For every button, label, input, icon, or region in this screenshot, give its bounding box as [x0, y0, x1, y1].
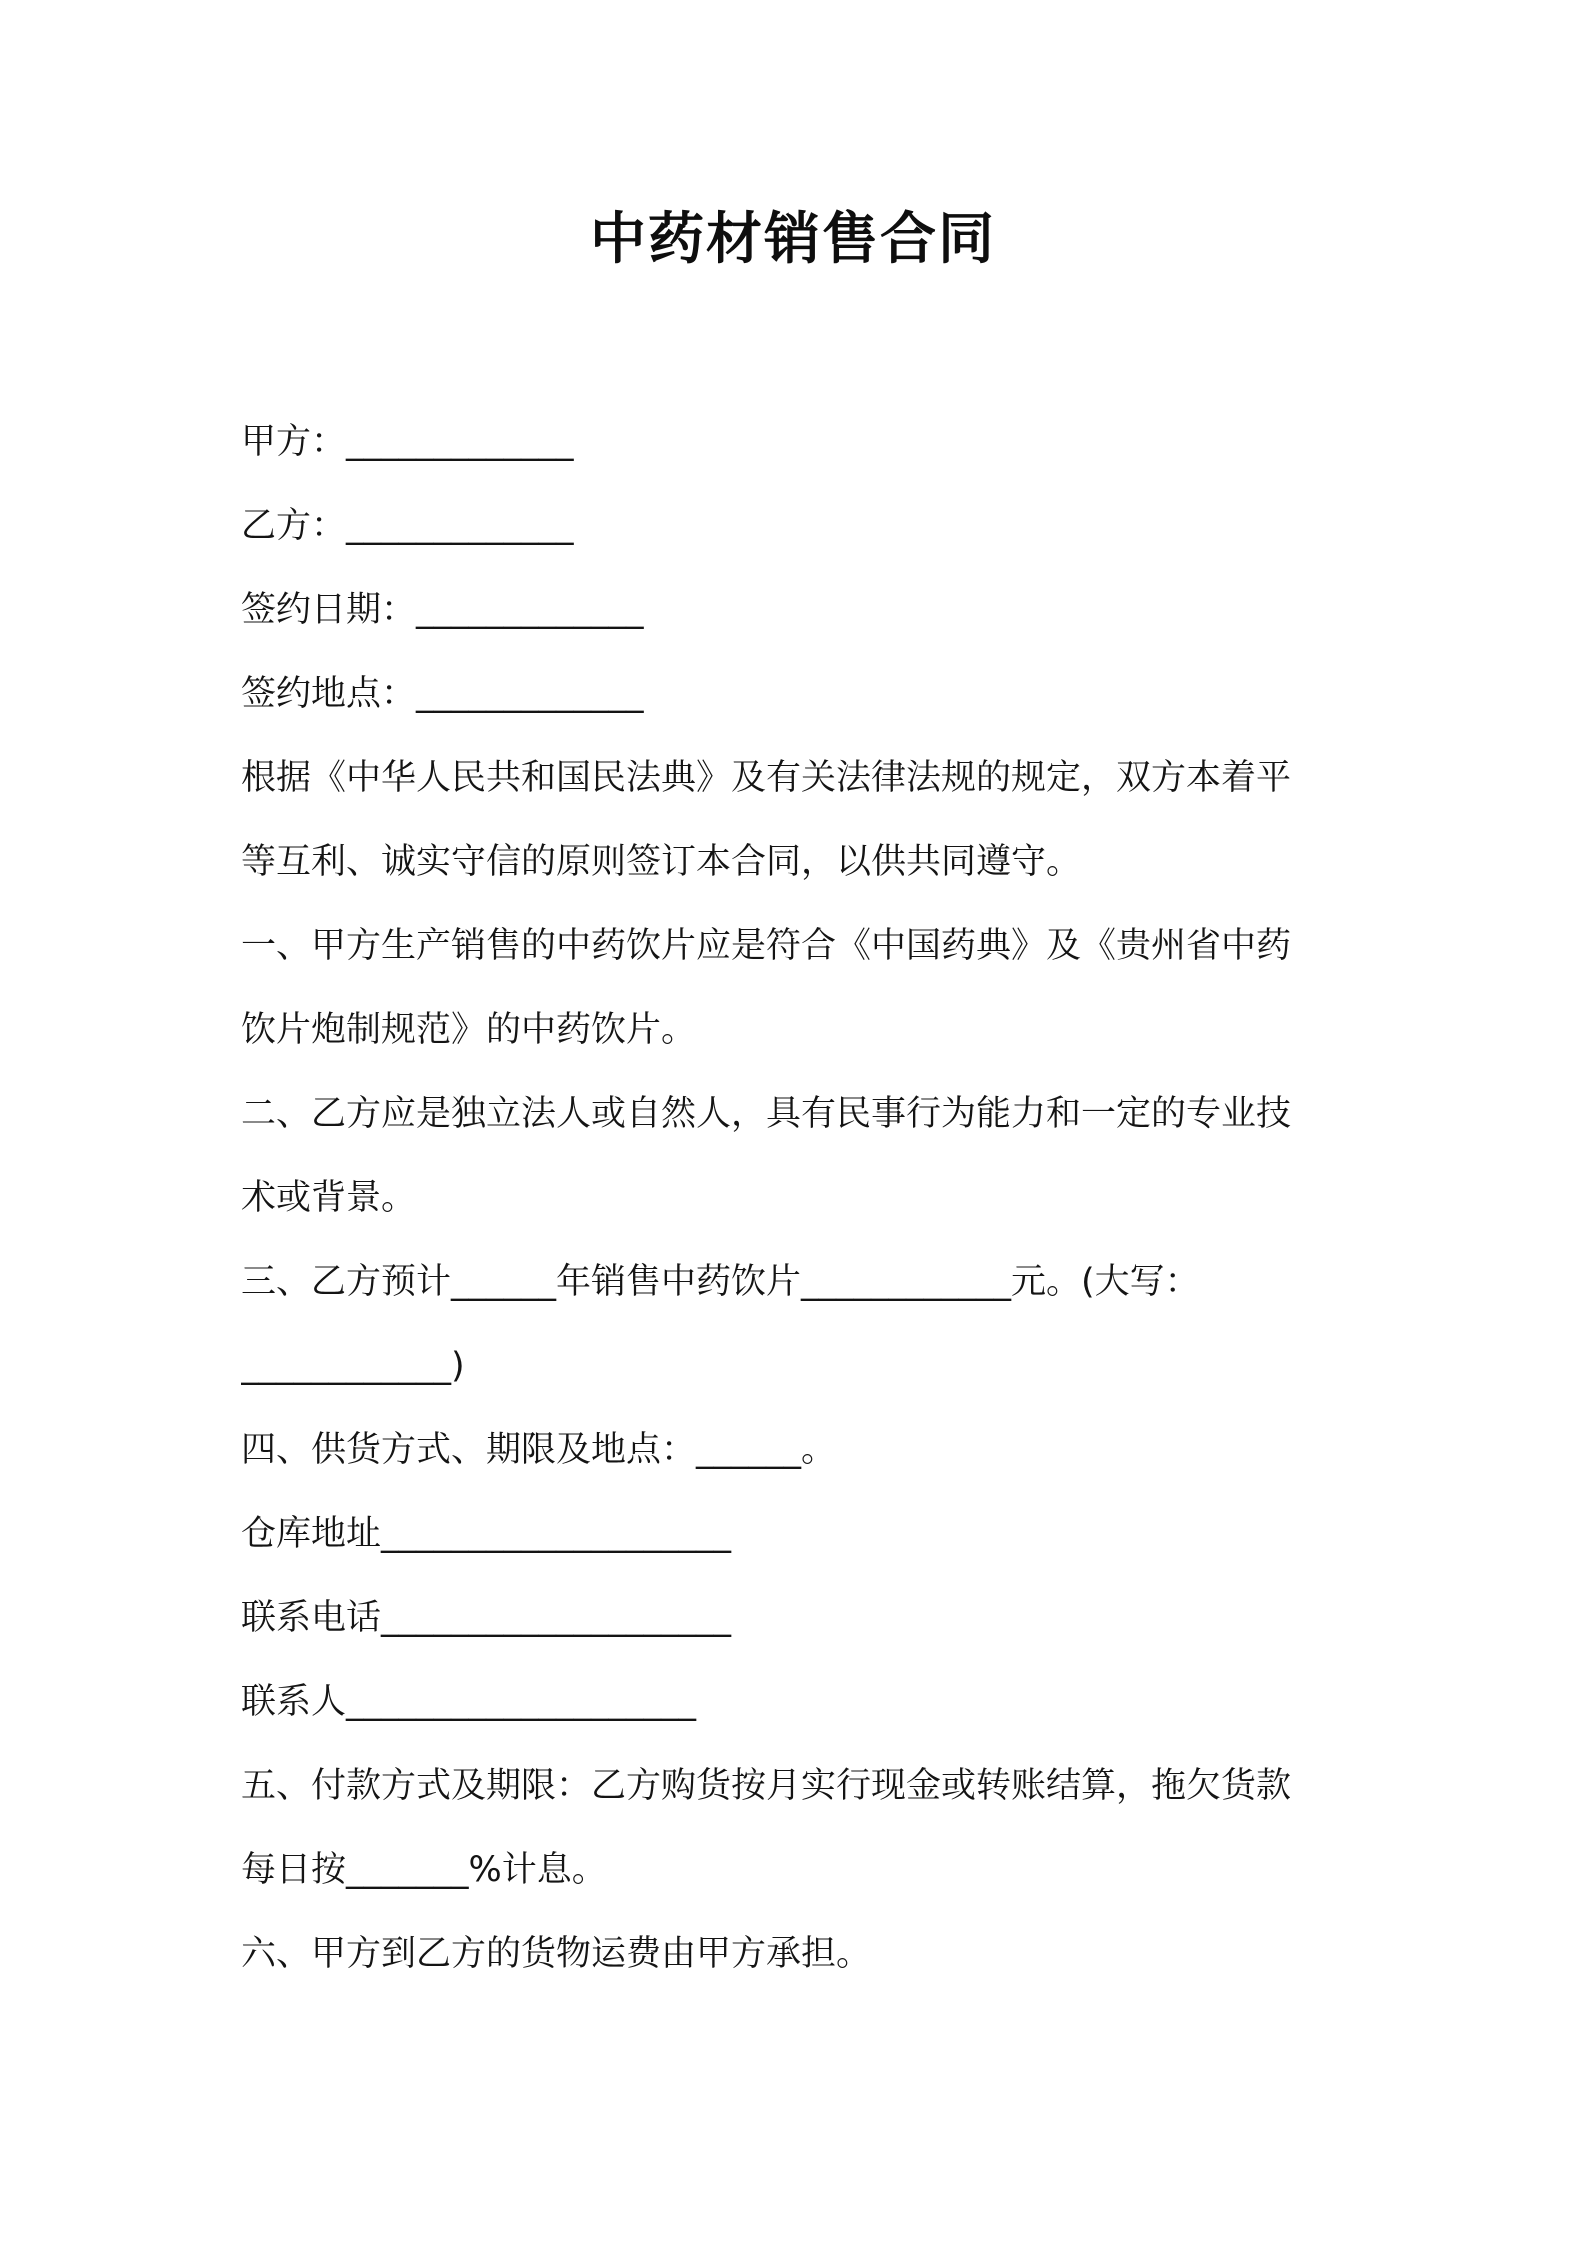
- contract-body: [241, 400, 1361, 1996]
- contact-phone-line: 联系电话____________________: [241, 1598, 732, 1638]
- signing-place-line: 签约地点：_____________: [241, 674, 644, 714]
- preamble-line-1: 根据《中华人民共和国民法典》及有关法律法规的规定，双方本着平: [241, 758, 1292, 798]
- contact-person-line: 联系人____________________: [241, 1682, 697, 1722]
- clause-4-line: 四、供货方式、期限及地点：______。: [241, 1430, 837, 1470]
- clause-1-line-1: 一、甲方生产销售的中药饮片应是符合《中国药典》及《贵州省中药: [241, 926, 1292, 966]
- warehouse-address-line: 仓库地址____________________: [241, 1514, 732, 1554]
- document-title: 中药材销售合同: [590, 207, 996, 272]
- clause-5-line-1: 五、付款方式及期限：乙方购货按月实行现金或转账结算，拖欠货款: [241, 1766, 1292, 1806]
- party-b-line: 乙方：_____________: [241, 506, 574, 546]
- clause-5-line-2: 每日按_______%计息。: [241, 1850, 607, 1890]
- preamble-line-2: 等互利、诚实守信的原则签订本合同，以供共同遵守。: [241, 842, 1082, 882]
- clause-3-line-1: 三、乙方预计______年销售中药饮片____________元。(大写：: [241, 1262, 1200, 1302]
- signing-date-line: 签约日期：_____________: [241, 590, 644, 630]
- clause-6-line: 六、甲方到乙方的货物运费由甲方承担。: [241, 1934, 872, 1974]
- clause-1-line-2: 饮片炮制规范》的中药饮片。: [241, 1010, 697, 1050]
- clause-3-line-2: ____________): [241, 1346, 465, 1386]
- party-a-line: 甲方：_____________: [241, 422, 574, 462]
- clause-2-line-2: 术或背景。: [241, 1178, 417, 1218]
- clause-2-line-1: 二、乙方应是独立法人或自然人，具有民事行为能力和一定的专业技: [241, 1094, 1292, 1134]
